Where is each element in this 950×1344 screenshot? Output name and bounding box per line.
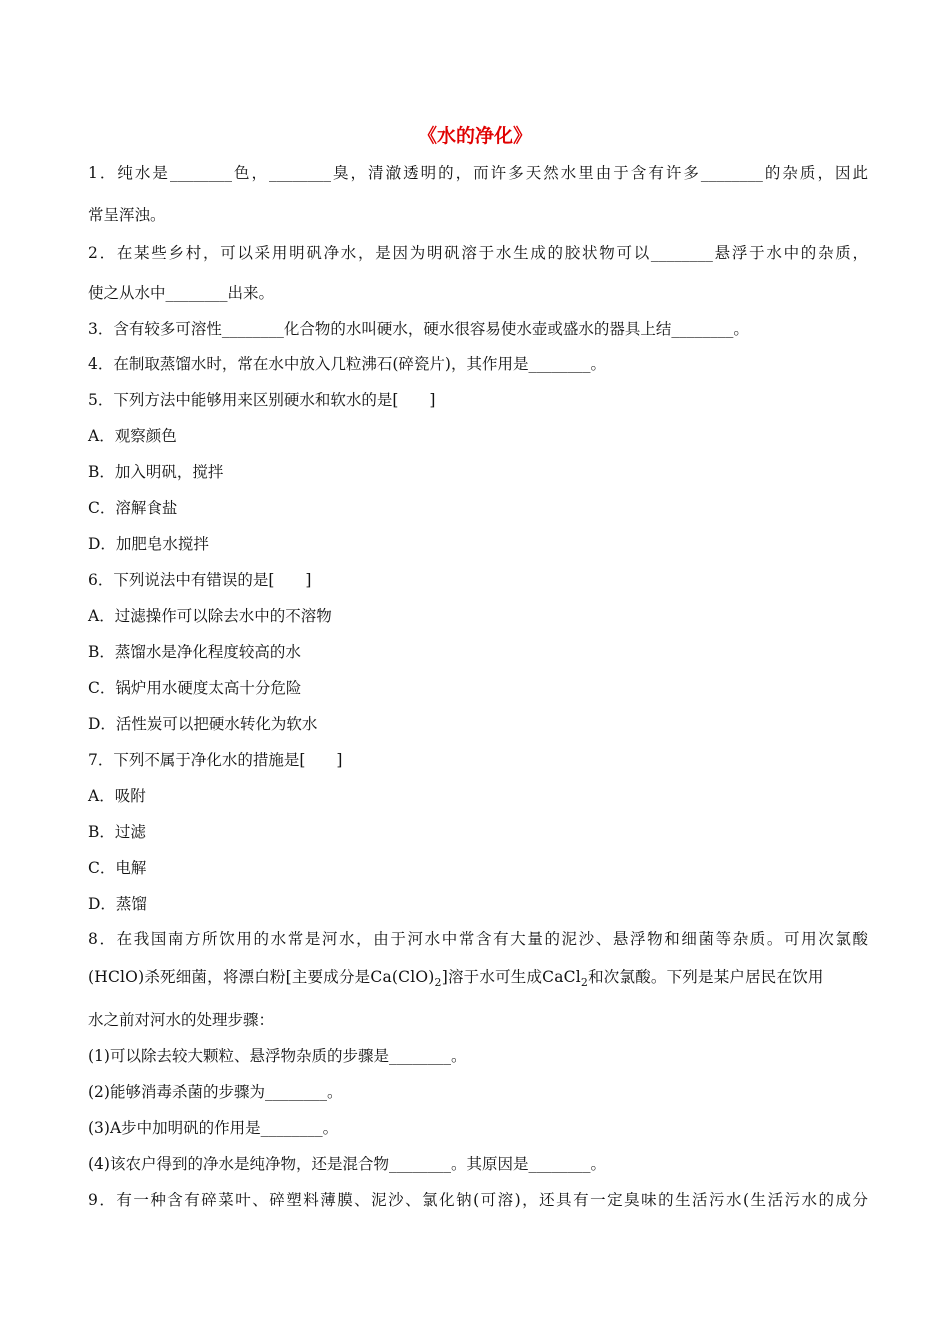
question-8-line-3: 水之前对河水的处理步骤： [88,1011,275,1029]
question-8-part-1: (1)可以除去较大颗粒、悬浮物杂质的步骤是________。 [88,1047,467,1065]
question-8-line-2-part-c: 和次氯酸。下列是某户居民在饮用 [588,968,824,986]
question-7-stem: 7．下列不属于净化水的措施是[ ] [88,751,343,769]
question-5-option-c: C．溶解食盐 [88,499,178,517]
page-title: 《水的净化》 [417,125,532,147]
question-8-line-2-part-b: ]溶于水可生成CaCl [441,968,581,986]
question-5-stem: 5．下列方法中能够用来区别硬水和软水的是[ ] [88,391,436,409]
question-8-line-1: 8．在我国南方所饮用的水常是河水，由于河水中常含有大量的泥沙、悬浮物和细菌等杂质。可用次氯酸 [88,930,868,948]
subscript-2: 2 [434,976,442,989]
question-3: 3．含有较多可溶性________化合物的水叫硬水，硬水很容易使水壶或盛水的器具上结________。 [88,320,749,338]
question-9-line-1: 9．有一种含有碎菜叶、碎塑料薄膜、泥沙、氯化钠(可溶)，还具有一定臭味的生活污水(生活污水的成分 [88,1191,868,1209]
question-5-option-b: B．加入明矾，搅拌 [88,463,224,481]
subscript-2: 2 [580,976,589,989]
question-6-option-a: A．过滤操作可以除去水中的不溶物 [88,607,332,625]
question-2-line-1: 2．在某些乡村，可以采用明矾净水，是因为明矾溶于水生成的胶状物可以________悬浮于水中的杂质， [88,244,868,262]
question-4: 4．在制取蒸馏水时，常在水中放入几粒沸石(碎瓷片)，其作用是________。 [88,355,606,373]
question-2-line-2: 使之从水中________出来。 [88,284,275,302]
question-6-stem: 6．下列说法中有错误的是[ ] [88,571,312,589]
question-7-option-d: D．蒸馏 [88,895,147,913]
question-6-option-d: D．活性炭可以把硬水转化为软水 [88,715,318,733]
question-5-option-a: A．观察颜色 [88,427,177,445]
question-6-option-c: C．锅炉用水硬度太高十分危险 [88,679,302,697]
question-1-line-2: 常呈浑浊。 [88,206,166,224]
question-6-option-b: B．蒸馏水是净化程度较高的水 [88,643,301,661]
question-7-option-a: A．吸附 [88,787,146,805]
question-7-option-b: B．过滤 [88,823,146,841]
question-7-option-c: C．电解 [88,859,147,877]
question-8-line-2 [88,966,868,988]
question-8-line-2-part-a: (HClO)杀死细菌，将漂白粉[主要成分是Ca(ClO) [88,968,435,986]
question-8-part-3: (3)A步中加明矾的作用是________。 [88,1119,339,1137]
question-5-option-d: D．加肥皂水搅拌 [88,535,209,553]
question-8-part-2: (2)能够消毒杀菌的步骤为________。 [88,1083,343,1101]
question-1-line-1: 1．纯水是________色，________臭，清澈透明的，而许多天然水里由于含有许多________的杂质，因此 [88,164,868,182]
question-8-part-4: (4)该农户得到的净水是纯净物，还是混合物________。其原因是________。 [88,1155,606,1173]
